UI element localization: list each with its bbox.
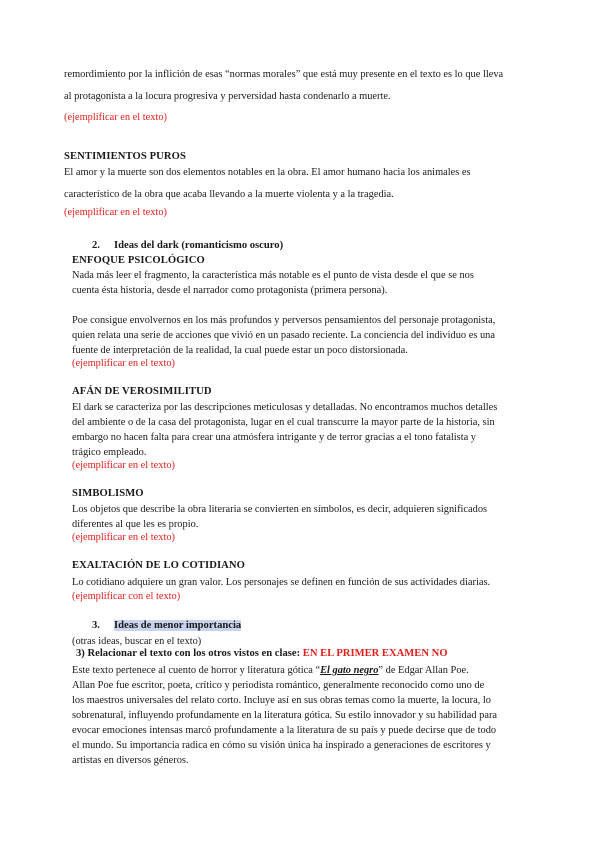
text-line: del ambiente o de la casa del protagonista, lugar en el cual transcurre la mayor parte de la historia, sin: [72, 417, 495, 428]
example-note: (ejemplificar con el texto): [72, 591, 181, 602]
verosimilitud-paragraph: [72, 400, 542, 460]
text-line: quien relata una serie de acciones que vivió en un pasado reciente. La conciencia del individuo es una: [72, 330, 495, 341]
text-line: trágico empleado.: [72, 447, 147, 458]
sentimientos-paragraph: [64, 162, 544, 206]
section-number: 3.: [92, 620, 100, 631]
section-title-text: Ideas del dark (romanticismo oscuro): [114, 240, 284, 251]
text-line: al protagonista a la locura progresiva y perversidad hasta condenarlo a muerte.: [64, 91, 391, 102]
heading-sentimientos: SENTIMIENTOS PUROS: [64, 151, 186, 162]
text-line: embargo no hacen falta para crear una atmósfera intrigante y de terror gracias a el tono fatalista y: [72, 432, 476, 443]
text-line: El dark se caracteriza por las descripciones meticulosas y detalladas. No encontramos muchos detalles: [72, 402, 498, 413]
text-line: remordimiento por la inflición de esas “normas morales” que está muy presente en el texto es lo que lleva: [64, 69, 504, 80]
example-note: (ejemplificar en el texto): [72, 358, 175, 369]
text-line: Nada más leer el fragmento, la característica más notable es el punto de vista desde el que se nos: [72, 270, 474, 281]
text-line: Poe consigue envolvernos en los más profundos y perversos pensamientos del personaje protagonista,: [72, 315, 496, 326]
heading-cotidiano: EXALTACIÓN DE LO COTIDIANO: [72, 560, 246, 571]
text-segment: ” de Edgar Allan Poe.: [378, 665, 469, 676]
text-line: artistas en diversos géneros.: [72, 755, 189, 766]
example-note: (ejemplificar en el texto): [72, 532, 175, 543]
example-note: (ejemplificar en el texto): [72, 460, 175, 471]
relacionar-heading: [76, 648, 448, 659]
simbolismo-paragraph: [72, 502, 542, 532]
text-line: fuente de interpretación de la realidad, la cual puede estar un poco distorsionada.: [72, 345, 408, 356]
cotidiano-paragraph: [72, 575, 542, 590]
psicologico-paragraph-1: [72, 268, 542, 298]
text-line: diferentes al que les es propio.: [72, 519, 199, 530]
text-line: [72, 663, 542, 678]
heading-psicologico: ENFOQUE PSICOLÓGICO: [72, 255, 205, 266]
psicologico-paragraph-2: [72, 313, 542, 358]
text-line: cuenta ésta historia, desde el narrador como protagonista (primera persona).: [72, 285, 388, 296]
section-2-title: [92, 240, 283, 251]
work-title-link[interactable]: El gato negro: [320, 665, 379, 676]
heading-simbolismo: SIMBOLISMO: [72, 488, 144, 499]
text-line: evocar emociones intensas marcó profundamente a la literatura de su país y puede decirse que de todo: [72, 725, 497, 736]
text-line: los maestros universales del relato corto. Incluye así en sus obras temas como la muerte, la locura, lo: [72, 695, 491, 706]
text-line: El amor y la muerte son dos elementos notables en la obra. El amor humano hacia los animales es: [64, 167, 471, 178]
example-note: (ejemplificar en el texto): [64, 112, 167, 123]
text-line: el mundo. Su importancia radica en cómo su visión única ha inspirado a generaciones de escritores y: [72, 740, 491, 751]
text-line: Los objetos que describe la obra literaria se convierten en símbolos, es decir, adquieren significados: [72, 504, 488, 515]
section-number: 2.: [92, 240, 100, 251]
text-line: Allan Poe fue escritor, poeta, crítico y periodista romántico, generalmente reconocido como uno de: [72, 680, 485, 691]
heading-verosimilitud: AFÁN DE VEROSIMILITUD: [72, 386, 212, 397]
section-title-text: Ideas de menor importancia: [114, 620, 242, 631]
relacionar-heading-text: 3) Relacionar el texto con los otros vistos en clase:: [76, 648, 301, 659]
text-segment: Este texto pertenece al cuento de horror y literatura gótica “: [72, 665, 321, 676]
intro-paragraph: [64, 64, 544, 108]
section-3-title: [92, 620, 241, 631]
example-note: (ejemplificar en el texto): [64, 207, 167, 218]
relacionar-paragraph: [72, 663, 542, 768]
section-3-note: (otras ideas, buscar en el texto): [72, 636, 202, 647]
text-line: sobrenatural, influyendo profundamente en la literatura gótica. Su estilo innovador y su habilidad para: [72, 710, 498, 721]
text-line: característico de la obra que acaba llevando a la muerte violenta y a la tragedia.: [64, 189, 394, 200]
text-line: Lo cotidiano adquiere un gran valor. Los personajes se definen en función de sus actividades diarias.: [72, 577, 491, 588]
exam-alert: EN EL PRIMER EXAMEN NO: [302, 648, 448, 659]
